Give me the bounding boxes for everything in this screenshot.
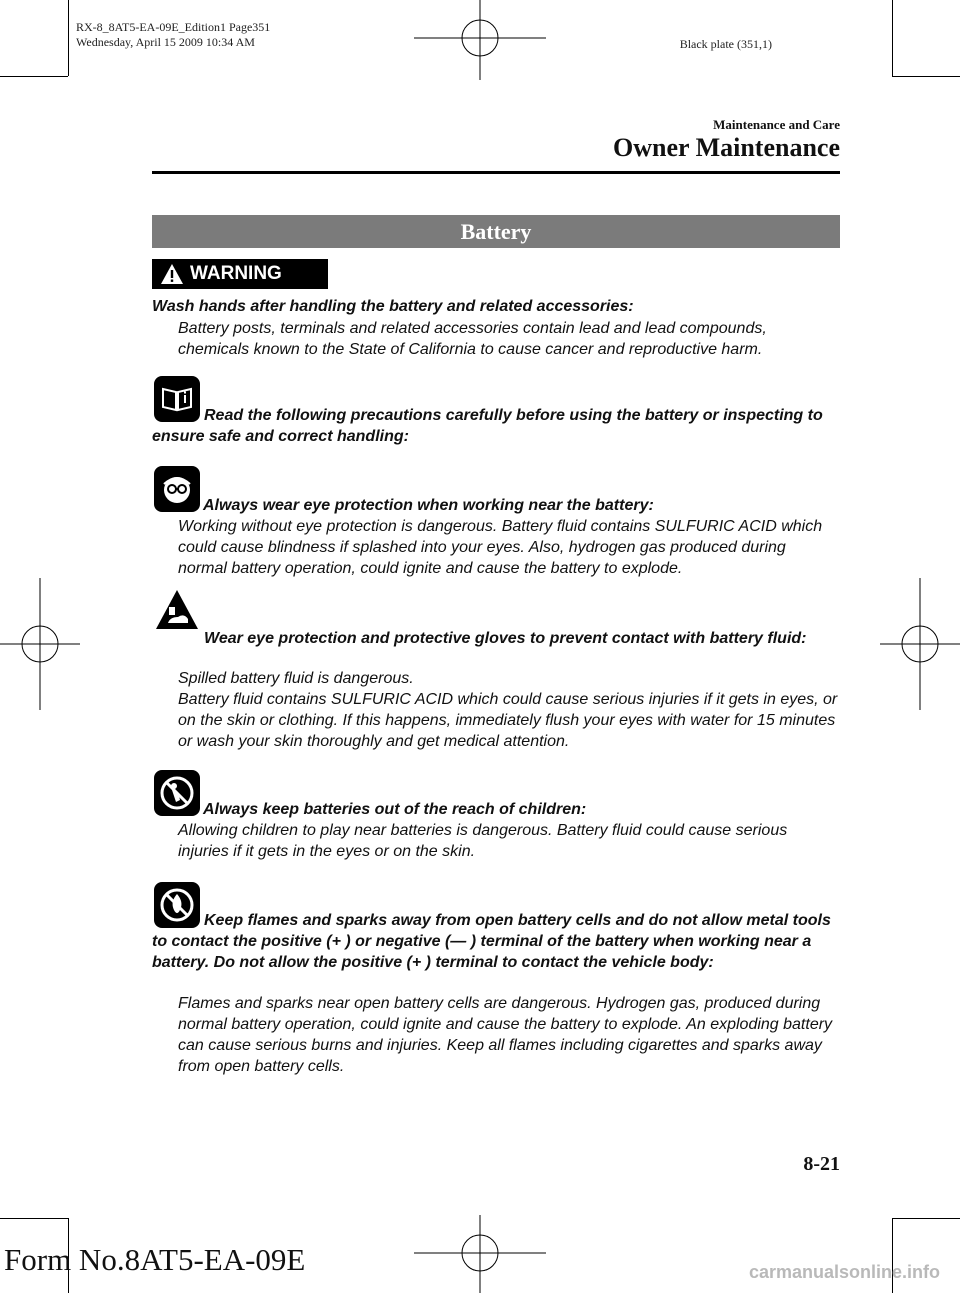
print-info bbox=[76, 20, 270, 50]
print-info-line1: RX-8_8AT5-EA-09E_Edition1 Page351 bbox=[76, 20, 271, 34]
form-number: Form No.8AT5-EA-09E bbox=[4, 1242, 306, 1277]
chapter-title: Maintenance and Care bbox=[713, 117, 840, 132]
print-info-line2: Wednesday, April 15 2009 10:34 AM bbox=[76, 35, 255, 49]
section-title: Owner Maintenance bbox=[613, 133, 840, 162]
warning-triangle-icon bbox=[160, 263, 184, 285]
header-rule bbox=[152, 171, 840, 174]
item4-heading: Keep flames and sparks away from open battery cells and do not allow metal tools to contact the positive (+ ) or negative (— ) terminal of the battery when working near a battery. Do not allow the positive (+ ) terminal to contact the vehicle body: bbox=[152, 912, 831, 971]
item2-body1: Spilled battery fluid is dangerous. bbox=[178, 670, 414, 687]
warning-label-text: WARNING bbox=[190, 263, 282, 284]
watermark: carmanualsonline.info bbox=[748, 1262, 940, 1282]
precautions-intro: Read the following precautions carefully before using the battery or inspecting to ensure safe and correct handling: bbox=[152, 407, 823, 445]
eye-protection-icon bbox=[154, 466, 200, 512]
black-plate-label: Black plate (351,1) bbox=[679, 37, 772, 51]
page-number: 8-21 bbox=[803, 1153, 840, 1175]
registration-mark-left bbox=[0, 578, 80, 710]
registration-mark-bottom bbox=[414, 1215, 546, 1293]
keep-children-away-icon bbox=[154, 770, 200, 816]
warning-heading: Wash hands after handling the battery and related accessories: bbox=[152, 298, 634, 315]
item1-heading: Always wear eye protection when working near the battery: bbox=[203, 497, 654, 514]
section-banner: Battery bbox=[152, 215, 840, 248]
item4-body: Flames and sparks near open battery cells are dangerous. Hydrogen gas, produced during normal battery operation, could ignite and cause the battery to explode. An exploding battery can cause serious burns and injuries. Keep all flames including cigarettes and sparks away from open battery cells. bbox=[178, 995, 833, 1075]
item1-body: Working without eye protection is dangerous. Battery fluid contains SULFURIC ACID which could cause blindness if splashed into your eyes. Also, hydrogen gas produced during normal battery operation, could ignite and cause the battery to explode. bbox=[178, 518, 823, 577]
item2-body2: Battery fluid contains SULFURIC ACID which could cause serious injuries if it gets in eyes, or on the skin or clothing. If this happens, immediately flush your eyes with water for 15 minutes or wash your skin thoroughly and get medical attention. bbox=[178, 691, 838, 750]
warning-label bbox=[152, 259, 328, 289]
item2-heading: Wear eye protection and protective gloves to prevent contact with battery fluid: bbox=[204, 630, 807, 647]
item3-heading: Always keep batteries out of the reach of children: bbox=[203, 801, 587, 818]
warning-body: Battery posts, terminals and related accessories contain lead and lead compounds, chemicals known to the State of California to cause cancer and reproductive harm. bbox=[178, 320, 767, 358]
item3-body: Allowing children to play near batteries is dangerous. Battery fluid could cause serious injuries if it gets in the eyes or on the skin. bbox=[178, 822, 788, 860]
registration-mark-right bbox=[880, 578, 960, 710]
registration-mark-top bbox=[414, 0, 546, 80]
